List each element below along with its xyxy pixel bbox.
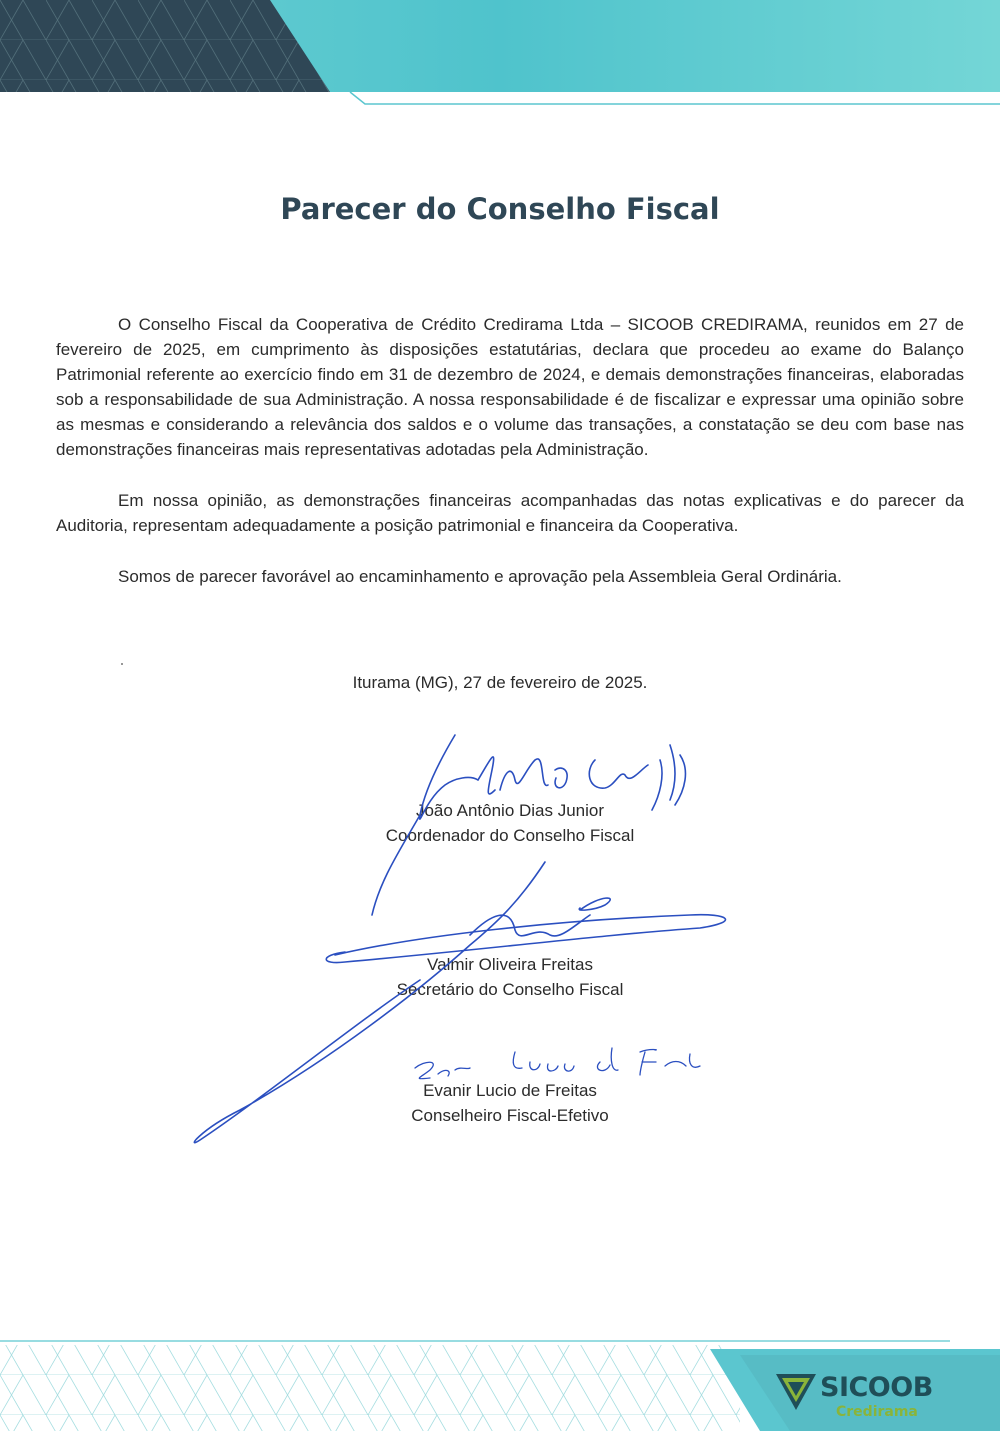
logo-name: SICOOB [820,1372,933,1403]
logo-subtitle: Credirama [836,1404,918,1420]
place-date: Iturama (MG), 27 de fevereiro de 2025. [352,673,648,692]
signer-name: João Antônio Dias Junior [415,801,605,820]
signer-block-2 [310,952,710,1002]
document-title: Parecer do Conselho Fiscal [280,192,720,226]
sicoob-mark-icon [772,1370,820,1414]
signer-role: Secretário do Conselho Fiscal [396,980,624,999]
paragraph-3: Somos de parecer favorável ao encaminhamento e aprovação pela Assembleia Geral Ordinária. [118,567,842,586]
signature-3 [415,1048,700,1079]
paragraph-2: Em nossa opinião, as demonstrações financeiras acompanhadas das notas explicativas e do parecer da Auditoria, representam adequadamente a posição patrimonial e financeira da Cooperativa. [56,491,964,535]
signer-name: Valmir Oliveira Freitas [427,955,593,974]
paragraph-1: O Conselho Fiscal da Cooperativa de Crédito Credirama Ltda – SICOOB CREDIRAMA, reunidos em 27 de fevereiro de 2025, em cumprimento às disposições estatutárias, declara que procedeu ao exame do Balanço Patrimonial referente ao exercício findo em 31 de dezembro de 2024, e demais demonstrações financeiras, elaboradas sob a responsabilidade de sua Administração. A nossa responsabilidade é de fiscalizar e expressar uma opinião sobre as mesmas e considerando a relevância dos saldos e o volume das transações, a constatação se deu com base nas demonstrações financeiras mais representativas adotadas pela Administração. [56,315,964,459]
signer-name: Evanir Lucio de Freitas [423,1081,597,1100]
sicoob-logo [770,1370,960,1426]
body-text [56,312,964,615]
header-band [0,0,1000,110]
signer-role: Conselheiro Fiscal-Efetivo [411,1106,609,1125]
signer-block-1 [310,798,710,848]
signer-role: Coordenador do Conselho Fiscal [385,826,635,845]
stray-dot [121,663,123,665]
signer-block-3 [310,1078,710,1128]
